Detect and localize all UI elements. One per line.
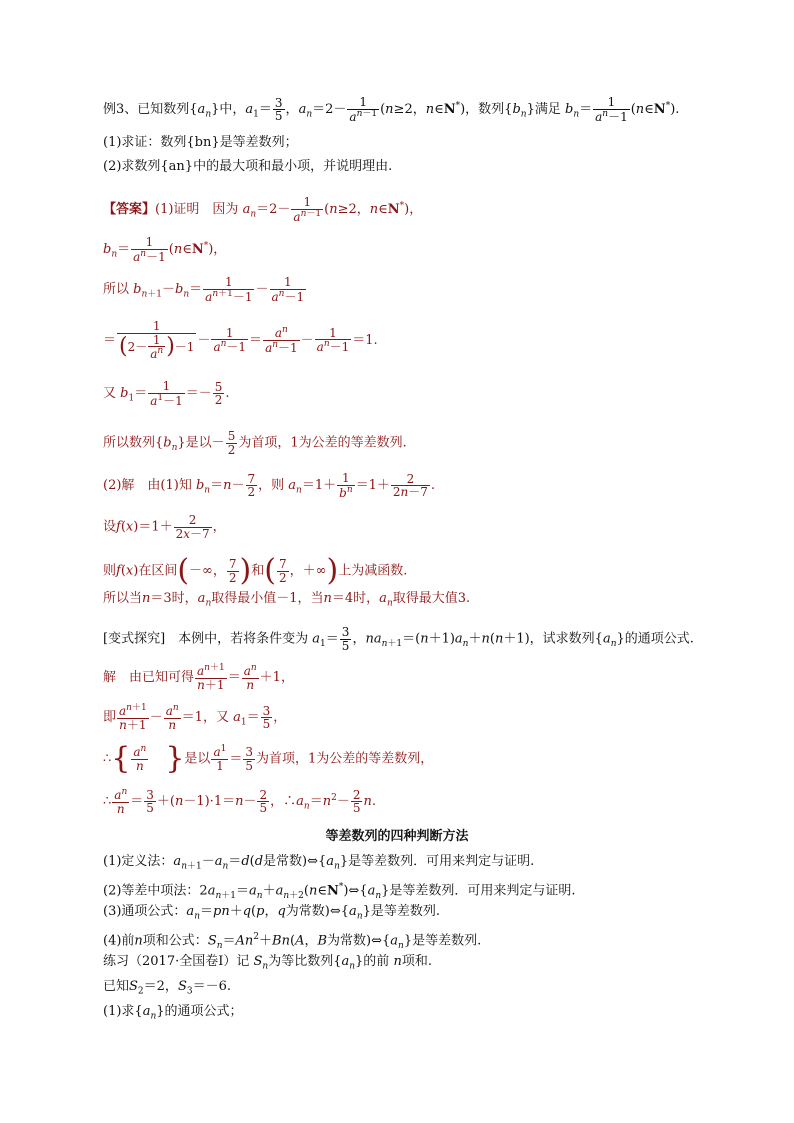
example-q2: (2)求数列{an}中的最大项和最小项，并说明理由. xyxy=(103,159,393,174)
answer-line-3: 所以 $b_{n+1}-b_n=$ $\frac{1}{a^{n+1}-1}$ － $\frac{1}{a^n-1}$ xyxy=(103,275,305,304)
example-q1: (1)求证：数列{bn}是等差数列； xyxy=(103,135,298,150)
practice-line-3: (1)求$\{a_n\}$的通项公式； xyxy=(103,1004,243,1022)
answer-line-2: $b_n=$ $\frac{1}{a^n-1}$ (n∈N*)， xyxy=(103,235,227,264)
practice-line-1: 练习（2017·全国卷Ⅰ）记 $S_n$为等比数列$\{a_n\}$的前 n项和. xyxy=(103,954,432,972)
variant-line-2: 解 由已知可得 $\frac{a^{n+1}}{n+1}$ ＝ $\frac{a^n}{n}$ ＋1， xyxy=(103,663,294,692)
method-3: (3)通项公式：$a_n=pn+q(p$，q为常数)$\Leftrightarrow\{a_n\}$是等差数列. xyxy=(103,904,441,922)
answer-tag: 【答案】 xyxy=(103,202,156,218)
answer-line-4: ＝ 1 (2－ $\frac{1}{a^n}$ )－1 － $\frac{1}{a^n-1}$ ＝ $\frac{a^n}{a^n-1}$ － $\frac{1}{a^n-1}$ ＝1. xyxy=(103,319,378,362)
method-1: (1)定义法：$a_{n+1}-a_n=d(d$是常数)$\Leftrightarrow\{a_n\}$是等差数列．可用来判定与证明. xyxy=(103,854,535,872)
method-4: (4)前n项和公式：$S_n=An^2+Bn(A$，B为常数)$\Leftrightarrow\{a_n\}$是等差数列. xyxy=(103,932,482,951)
answer-line-8: 设f(x)＝1＋ $\frac{2}{2x-7}$ ， xyxy=(103,513,226,541)
practice-line-2: 已知$S_2=2$，$S_3=-6$. xyxy=(103,979,231,997)
method-2: (2)等差中项法：$2a_{n+1}=a_n+a_{n+2}(n\in N^*)\Leftrightarrow\{a_n\}$是等差数列．可用来判定与证明. xyxy=(103,882,576,901)
variant-line-3: 即 $\frac{a^{n+1}}{n+1}$ － $\frac{a^n}{n}$ ＝1，又 $a_1=$ $\frac{3}{5}$ ， xyxy=(103,703,287,732)
answer-line-7: (2)解 由(1)知 $b_n=n-$ $\frac{7}{2}$ ，则 $a_n=1+$ $\frac{1}{b^n}$ ＝1＋ $\frac{2}{2n-7}$ . xyxy=(103,471,436,500)
answer-line-9: 则f(x)在区间(－∞， $\frac{7}{2}$ )和( $\frac{7}{2}$ ，＋∞)上为减函数. xyxy=(103,553,408,588)
variant-line-5: ∴ $\frac{a^n}{n}$ ＝ $\frac{3}{5}$ ＋(n－1)·1＝n－ $\frac{2}{5}$ ，$\therefore a_n=n^2-$ $\frac{2}{5}$ n. xyxy=(103,787,376,816)
example-title: 例3、已知数列$\{a_n\}$中，$a_1=$ $\frac{3}{5}$ ，$a_n=2-$ $\frac{1}{a^{n-1}}$ (n≥2，n∈N*)，数列$\{b_n\}$满足 $b_n=$ $\frac{1}{a^n-1}$ (n∈N*). xyxy=(103,95,680,124)
variant-line-1: [变式探究] 本例中，若将条件变为 $a_1=$ $\frac{3}{5}$ ，$na_{n+1}=(n+1)a_n+n(n+1)$，试求数列$\{a_n\}$的通项公式. xyxy=(103,625,694,653)
answer-line-1: 【答案】(1)证明 因为 $a_n=2-$ $\frac{1}{a^{n-1}}$ (n≥2，n∈N*)， xyxy=(103,195,423,224)
answer-line-5: 又 $b_1=$ $\frac{1}{a^1-1}$ ＝－ $\frac{5}{2}$ . xyxy=(103,379,230,408)
answer-line-6: 所以数列$\{b_n\}$是以－ $\frac{5}{2}$ 为首项，1为公差的等差数列. xyxy=(103,429,407,457)
answer-line-10: 所以当n＝3时，$a_n$取得最小值－1，当n＝4时，$a_n$取得最大值3. xyxy=(103,591,471,609)
methods-heading: 等差数列的四种判断方法 xyxy=(325,829,469,844)
variant-line-4: ∴{ $\frac{a^n}{n}$ }是以 $\frac{a^1}{1}$ ＝ $\frac{3}{5}$ 为首项，1为公差的等差数列， xyxy=(103,741,434,776)
